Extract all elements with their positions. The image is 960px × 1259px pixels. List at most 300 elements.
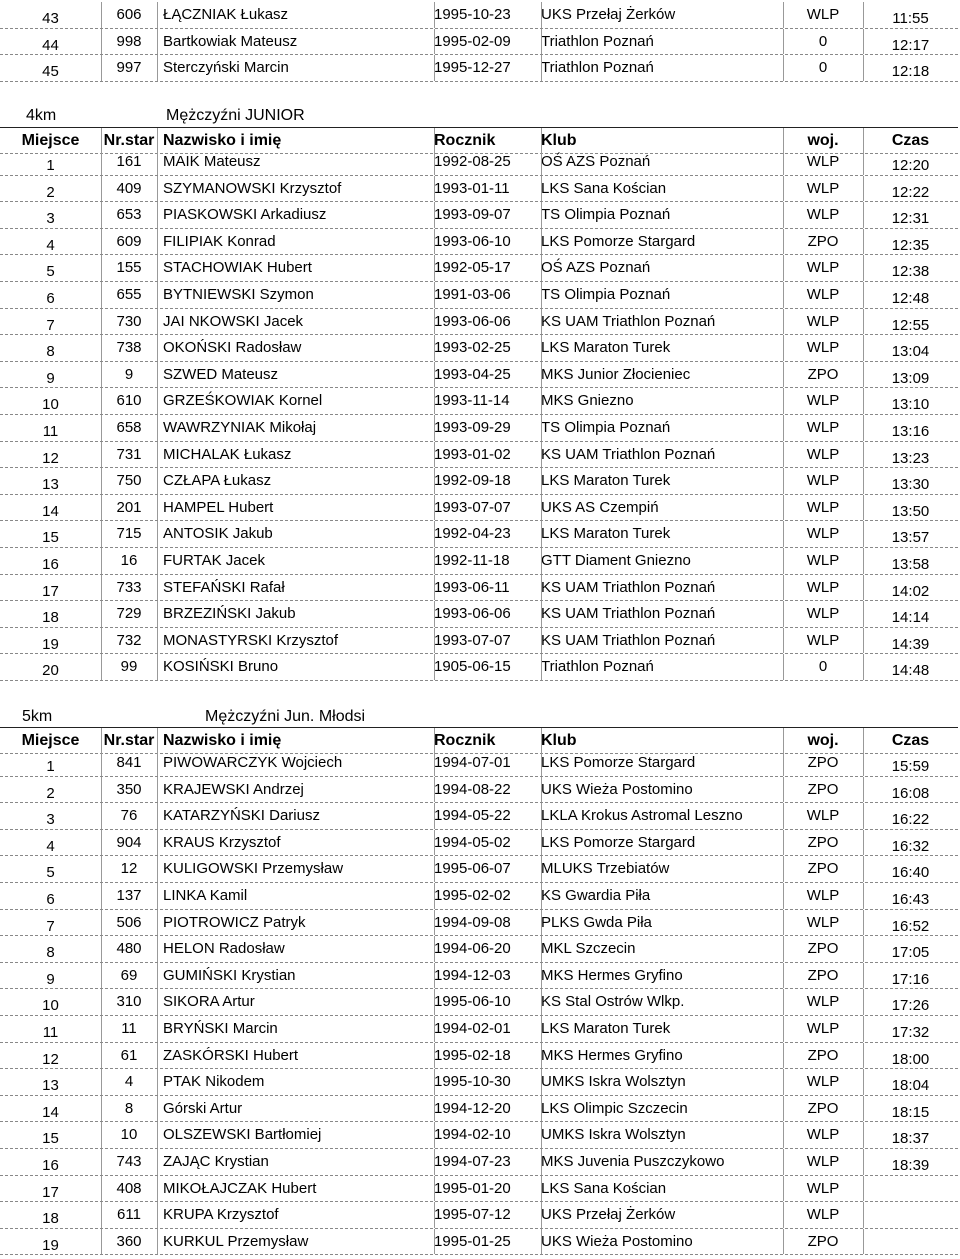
birthdate-cell: 1994-07-01	[434, 754, 511, 771]
time-cell: 14:48	[891, 662, 930, 680]
table-row	[0, 309, 958, 336]
place-cell: 8	[46, 343, 55, 361]
birthdate-cell: 1992-08-25	[434, 153, 511, 170]
region-cell: WLP	[806, 153, 840, 170]
table-row	[0, 335, 958, 362]
table-row	[0, 1122, 958, 1149]
birthdate-cell: 1993-01-02	[434, 445, 511, 463]
time-cell: 17:32	[891, 1024, 930, 1041]
time-cell	[863, 1176, 958, 1202]
bib-cell: 69	[120, 966, 138, 984]
region-cell: ZPO	[807, 833, 839, 851]
place-cell: 20	[42, 662, 59, 680]
table-row	[0, 29, 958, 56]
table-row	[0, 2, 958, 29]
club-cell: LKS Pomorze Stargard	[541, 833, 696, 851]
table-row	[0, 883, 958, 910]
club-cell: KS UAM Triathlon Poznań	[541, 445, 716, 463]
time-cell: 14:02	[891, 582, 930, 600]
column-header: Nr.star	[103, 132, 155, 149]
name-cell: HAMPEL Hubert	[163, 498, 274, 516]
club-cell: UKS Przełaj Żerków	[541, 1206, 676, 1224]
club-cell: MKS Hermes Gryfino	[541, 966, 683, 984]
bib-cell: 11	[121, 1020, 137, 1037]
birthdate-cell: 1992-05-17	[434, 259, 511, 277]
bib-cell: 733	[116, 578, 142, 596]
region-cell: 0	[818, 658, 828, 676]
club-cell: KS Gwardia Piła	[541, 887, 651, 904]
time-cell: 16:40	[891, 864, 930, 882]
time-cell: 13:16	[891, 423, 930, 440]
place-cell: 13	[42, 476, 59, 494]
place-cell: 7	[46, 316, 55, 334]
birthdate-cell: 1995-12-27	[434, 59, 511, 77]
time-cell: 17:05	[891, 944, 930, 962]
birthdate-cell: 1905-06-15	[434, 658, 511, 676]
name-cell: Górski Artur	[163, 1099, 243, 1117]
birthdate-cell: 1994-12-03	[434, 966, 511, 984]
table-row	[0, 628, 958, 655]
time-cell: 12:35	[891, 236, 930, 254]
column-header: Nr.star	[103, 732, 155, 749]
column-header: Czas	[891, 132, 930, 149]
region-cell: 0	[818, 32, 828, 50]
club-cell: TS Olimpia Poznań	[541, 286, 671, 303]
bib-cell: 653	[116, 206, 142, 224]
place-cell: 15	[42, 529, 59, 547]
place-cell: 2	[46, 784, 55, 802]
place-cell: 1	[46, 758, 55, 775]
bib-cell: 480	[116, 940, 142, 958]
time-cell	[863, 1229, 958, 1255]
column-header: Rocznik	[434, 132, 496, 149]
bib-cell: 350	[116, 780, 142, 798]
club-cell: LKS Olimpic Szczecin	[541, 1099, 688, 1117]
table-row	[0, 856, 958, 883]
place-cell: 2	[46, 183, 55, 201]
name-cell: SZYMANOWSKI Krzysztof	[163, 179, 342, 197]
place-cell: 1	[46, 157, 55, 174]
name-cell: MIKOŁAJCZAK Hubert	[163, 1179, 317, 1197]
region-cell: WLP	[806, 631, 840, 649]
place-cell: 18	[42, 1210, 59, 1228]
place-cell: 15	[42, 1130, 59, 1148]
column-header: Klub	[541, 132, 577, 149]
bib-cell: 904	[116, 833, 142, 851]
name-cell: KRAJEWSKI Andrzej	[163, 780, 304, 798]
birthdate-cell: 1994-02-01	[434, 1020, 511, 1037]
club-cell: KS UAM Triathlon Poznań	[541, 631, 716, 649]
bib-cell: 409	[116, 179, 142, 197]
table-row	[0, 1202, 958, 1229]
birthdate-cell: 1995-02-02	[434, 887, 511, 904]
birthdate-cell: 1994-09-08	[434, 913, 511, 931]
name-cell: KRAUS Krzysztof	[163, 833, 281, 851]
region-cell: ZPO	[807, 754, 839, 771]
place-cell: 5	[46, 864, 55, 882]
birthdate-cell: 1995-02-09	[434, 32, 511, 50]
table-row	[0, 468, 958, 495]
time-cell: 12:18	[891, 63, 930, 81]
table-row	[0, 1176, 958, 1203]
time-cell: 13:57	[891, 529, 930, 547]
bib-cell: 655	[116, 286, 142, 303]
club-cell: UMKS Iskra Wolsztyn	[541, 1073, 686, 1091]
time-cell: 18:37	[891, 1130, 930, 1148]
time-cell: 13:10	[891, 396, 930, 414]
name-cell: PIWOWARCZYK Wojciech	[163, 754, 343, 771]
birthdate-cell: 1993-09-07	[434, 206, 511, 224]
table-row	[0, 936, 958, 963]
category-title: Mężczyźni JUNIOR	[166, 107, 305, 124]
bib-cell: 731	[116, 445, 142, 463]
birthdate-cell: 1993-09-29	[434, 419, 511, 436]
table-row	[0, 1069, 958, 1096]
club-cell: LKS Pomorze Stargard	[541, 232, 696, 250]
name-cell: KULIGOWSKI Przemysław	[163, 860, 344, 878]
place-cell: 4	[46, 837, 55, 855]
place-cell: 16	[42, 556, 59, 573]
region-cell: WLP	[806, 1153, 840, 1170]
bib-cell: 155	[116, 259, 142, 277]
region-cell: WLP	[806, 1126, 840, 1144]
birthdate-cell: 1991-03-06	[434, 286, 511, 303]
column-header: Rocznik	[434, 732, 496, 749]
name-cell: LINKA Kamil	[163, 887, 248, 904]
region-cell: WLP	[806, 1206, 840, 1224]
region-cell: WLP	[806, 1020, 840, 1037]
club-cell: UMKS Iskra Wolsztyn	[541, 1126, 686, 1144]
bib-cell: 161	[116, 153, 142, 170]
name-cell: ŁĄCZNIAK Łukasz	[163, 6, 289, 23]
birthdate-cell: 1993-06-11	[434, 578, 510, 596]
column-header: Nazwisko i imię	[163, 132, 282, 149]
name-cell: Sterczyński Marcin	[163, 59, 289, 77]
club-cell: KS Stal Ostrów Wlkp.	[541, 993, 685, 1011]
birthdate-cell: 1994-12-20	[434, 1099, 511, 1117]
club-cell: LKLA Krokus Astromal Leszno	[541, 807, 743, 825]
time-cell: 16:32	[891, 837, 930, 855]
place-cell: 11	[42, 423, 59, 440]
place-cell: 18	[42, 609, 59, 627]
club-cell: MKL Szczecin	[541, 940, 636, 958]
name-cell: SZWED Mateusz	[163, 365, 279, 383]
name-cell: FURTAK Jacek	[163, 552, 265, 569]
region-cell: WLP	[806, 419, 840, 436]
place-cell: 43	[42, 10, 59, 27]
table-row	[0, 830, 958, 857]
time-cell: 14:14	[891, 609, 930, 627]
time-cell: 16:52	[891, 917, 930, 935]
place-cell: 14	[42, 502, 59, 520]
table-row	[0, 388, 958, 415]
bib-cell: 4	[124, 1073, 134, 1091]
region-cell: WLP	[806, 552, 840, 569]
birthdate-cell: 1993-06-06	[434, 312, 511, 330]
birthdate-cell: 1993-04-25	[434, 365, 511, 383]
birthdate-cell: 1994-06-20	[434, 940, 511, 958]
region-cell: WLP	[806, 605, 840, 623]
club-cell: MKS Hermes Gryfino	[541, 1046, 683, 1064]
table-row	[0, 415, 958, 442]
place-cell: 17	[42, 582, 59, 600]
birthdate-cell: 1995-06-07	[434, 860, 511, 878]
bib-cell: 16	[120, 552, 138, 569]
name-cell: KRUPA Krzysztof	[163, 1206, 279, 1224]
birthdate-cell: 1995-06-10	[434, 993, 511, 1011]
name-cell: ZASKÓRSKI Hubert	[163, 1046, 299, 1064]
table-row	[0, 910, 958, 937]
club-cell: Triathlon Poznań	[541, 658, 654, 676]
name-cell: WAWRZYNIAK Mikołaj	[163, 419, 317, 436]
bib-cell: 732	[116, 631, 142, 649]
birthdate-cell: 1993-11-14	[434, 392, 510, 410]
birthdate-cell: 1994-07-23	[434, 1153, 511, 1170]
name-cell: BRZEZIŃSKI Jakub	[163, 605, 296, 623]
bib-cell: 606	[116, 6, 142, 23]
bib-cell: 730	[116, 312, 142, 330]
table-row	[0, 1016, 958, 1043]
category-title: Mężczyźni Jun. Młodsi	[205, 708, 366, 725]
region-cell: WLP	[806, 445, 840, 463]
birthdate-cell: 1995-10-30	[434, 1073, 511, 1091]
name-cell: GUMIŃSKI Krystian	[163, 966, 296, 984]
place-cell: 9	[46, 369, 55, 387]
club-cell: TS Olimpia Poznań	[541, 206, 671, 224]
bib-cell: 61	[120, 1046, 138, 1064]
region-cell: WLP	[806, 993, 840, 1011]
region-cell: WLP	[806, 286, 840, 303]
birthdate-cell: 1993-01-11	[434, 179, 510, 197]
place-cell: 6	[46, 891, 55, 908]
time-cell: 18:00	[891, 1050, 930, 1068]
birthdate-cell: 1994-02-10	[434, 1126, 511, 1144]
birthdate-cell: 1993-06-06	[434, 605, 511, 623]
table-row	[0, 750, 958, 777]
name-cell: KURKUL Przemysław	[163, 1232, 309, 1250]
name-cell: STEFAŃSKI Rafał	[163, 578, 285, 596]
name-cell: MICHALAK Łukasz	[163, 445, 292, 463]
bib-cell: 998	[116, 32, 142, 50]
birthdate-cell: 1993-02-25	[434, 339, 511, 357]
table-row	[0, 149, 958, 176]
club-cell: UKS Wieża Postomino	[541, 780, 693, 798]
time-cell: 12:55	[891, 316, 930, 334]
table-row	[0, 176, 958, 203]
table-row	[0, 495, 958, 522]
region-cell: WLP	[806, 259, 840, 277]
region-cell: ZPO	[807, 1232, 839, 1250]
club-cell: KS UAM Triathlon Poznań	[541, 578, 716, 596]
region-cell: ZPO	[807, 232, 839, 250]
place-cell: 45	[42, 63, 59, 81]
bib-cell: 715	[116, 525, 142, 543]
bib-cell: 611	[117, 1206, 141, 1224]
name-cell: OKOŃSKI Radosław	[163, 339, 302, 357]
club-cell: Triathlon Poznań	[541, 59, 654, 77]
bib-cell: 750	[116, 472, 142, 490]
table-row	[0, 777, 958, 804]
column-header: woj.	[807, 732, 839, 749]
table-row	[0, 362, 958, 389]
region-cell: 0	[818, 59, 828, 77]
birthdate-cell: 1995-10-23	[434, 6, 511, 23]
region-cell: ZPO	[807, 966, 839, 984]
place-cell: 3	[46, 811, 55, 829]
table-row	[0, 202, 958, 229]
place-cell: 10	[42, 396, 59, 414]
table-row	[0, 963, 958, 990]
time-cell	[863, 1202, 958, 1228]
place-cell: 9	[46, 970, 55, 988]
time-cell: 12:31	[891, 210, 930, 228]
time-cell: 13:04	[891, 343, 930, 361]
place-cell: 44	[42, 36, 59, 54]
place-cell: 5	[46, 263, 55, 281]
place-cell: 16	[42, 1157, 59, 1174]
name-cell: MONASTYRSKI Krzysztof	[163, 631, 339, 649]
birthdate-cell: 1994-05-02	[434, 833, 511, 851]
region-cell: WLP	[806, 913, 840, 931]
club-cell: KS UAM Triathlon Poznań	[541, 312, 716, 330]
name-cell: Bartkowiak Mateusz	[163, 32, 298, 50]
name-cell: PIASKOWSKI Arkadiusz	[163, 206, 327, 224]
name-cell: KOSIŃSKI Bruno	[163, 658, 279, 676]
region-cell: WLP	[806, 887, 840, 904]
distance-label: 5km	[22, 708, 53, 725]
time-cell: 13:58	[891, 556, 930, 573]
time-cell: 16:22	[891, 811, 930, 829]
time-cell: 12:38	[891, 263, 930, 281]
bib-cell: 10	[120, 1126, 138, 1144]
bib-cell: 610	[116, 392, 142, 410]
bib-cell: 8	[124, 1099, 134, 1117]
place-cell: 8	[46, 944, 55, 962]
table-row	[0, 255, 958, 282]
time-cell: 12:17	[891, 36, 930, 54]
place-cell: 12	[42, 1050, 59, 1068]
birthdate-cell: 1995-07-12	[434, 1206, 511, 1224]
place-cell: 13	[42, 1077, 59, 1095]
region-cell: WLP	[806, 498, 840, 516]
region-cell: WLP	[806, 472, 840, 490]
name-cell: STACHOWIAK Hubert	[163, 259, 312, 277]
bib-cell: 310	[116, 993, 142, 1011]
bib-cell: 658	[116, 419, 142, 436]
club-cell: KS UAM Triathlon Poznań	[541, 605, 716, 623]
name-cell: CZŁAPA Łukasz	[163, 472, 272, 490]
time-cell: 13:09	[891, 369, 930, 387]
club-cell: LKS Maraton Turek	[541, 472, 671, 490]
place-cell: 17	[42, 1183, 59, 1201]
table-row	[0, 1096, 958, 1123]
place-cell: 3	[46, 210, 55, 228]
name-cell: BRYŃSKI Marcin	[163, 1020, 278, 1037]
region-cell: WLP	[806, 312, 840, 330]
bib-cell: 743	[116, 1153, 142, 1170]
bib-cell: 99	[120, 658, 138, 676]
birthdate-cell: 1994-05-22	[434, 807, 511, 825]
region-cell: ZPO	[807, 780, 839, 798]
club-cell: Triathlon Poznań	[541, 32, 654, 50]
region-cell: WLP	[806, 1073, 840, 1091]
name-cell: SIKORA Artur	[163, 993, 255, 1011]
name-cell: OLSZEWSKI Bartłomiej	[163, 1126, 322, 1144]
name-cell: HELON Radosław	[163, 940, 285, 958]
club-cell: MKS Juvenia Puszczykowo	[541, 1153, 725, 1170]
section-title	[0, 103, 958, 129]
birthdate-cell: 1993-07-07	[434, 631, 511, 649]
table-row	[0, 1149, 958, 1176]
place-cell: 14	[42, 1103, 59, 1121]
table-row	[0, 654, 958, 681]
region-cell: WLP	[806, 339, 840, 357]
birthdate-cell: 1992-04-23	[434, 525, 511, 543]
birthdate-cell: 1995-01-25	[434, 1232, 511, 1250]
time-cell: 17:16	[891, 970, 930, 988]
club-cell: LKS Maraton Turek	[541, 1020, 671, 1037]
table-row	[0, 442, 958, 469]
region-cell: WLP	[806, 525, 840, 543]
table-row	[0, 601, 958, 628]
birthdate-cell: 1995-02-18	[434, 1046, 511, 1064]
club-cell: LKS Maraton Turek	[541, 339, 671, 357]
place-cell: 6	[46, 290, 55, 307]
bib-cell: 841	[116, 754, 142, 771]
table-row	[0, 548, 958, 575]
region-cell: ZPO	[807, 1046, 839, 1064]
bib-cell: 506	[116, 913, 142, 931]
bib-cell: 76	[120, 807, 138, 825]
column-header: Czas	[891, 732, 930, 749]
bib-cell: 360	[116, 1232, 142, 1250]
club-cell: LKS Sana Kościan	[541, 179, 667, 197]
column-header: woj.	[807, 132, 839, 149]
bib-cell: 137	[116, 887, 142, 904]
birthdate-cell: 1993-06-10	[434, 232, 511, 250]
table-row	[0, 282, 958, 309]
bib-cell: 609	[116, 232, 142, 250]
club-cell: TS Olimpia Poznań	[541, 419, 671, 436]
place-cell: 19	[42, 1236, 59, 1254]
time-cell: 11:55	[892, 10, 929, 27]
name-cell: BYTNIEWSKI Szymon	[163, 286, 314, 303]
bib-cell: 201	[116, 498, 142, 516]
club-cell: GTT Diament Gniezno	[541, 552, 691, 569]
time-cell: 13:23	[891, 449, 930, 467]
table-row	[0, 1229, 958, 1256]
region-cell: WLP	[806, 1179, 840, 1197]
time-cell: 18:39	[891, 1157, 930, 1174]
bib-cell: 12	[120, 860, 138, 878]
time-cell: 16:43	[891, 891, 930, 908]
birthdate-cell: 1995-01-20	[434, 1179, 511, 1197]
name-cell: ANTOSIK Jakub	[163, 525, 273, 543]
time-cell: 13:50	[891, 502, 930, 520]
time-cell: 17:26	[891, 997, 930, 1015]
club-cell: OŚ AZS Poznań	[541, 153, 651, 170]
region-cell: WLP	[806, 392, 840, 410]
table-row	[0, 575, 958, 602]
club-cell: MLUKS Trzebiatów	[541, 860, 670, 878]
club-cell: LKS Sana Kościan	[541, 1179, 667, 1197]
time-cell: 18:15	[891, 1103, 930, 1121]
bib-cell: 997	[116, 59, 142, 77]
column-header: Klub	[541, 732, 577, 749]
table-row	[0, 55, 958, 82]
name-cell: PTAK Nikodem	[163, 1073, 265, 1091]
name-cell: JAI NKOWSKI Jacek	[163, 312, 304, 330]
